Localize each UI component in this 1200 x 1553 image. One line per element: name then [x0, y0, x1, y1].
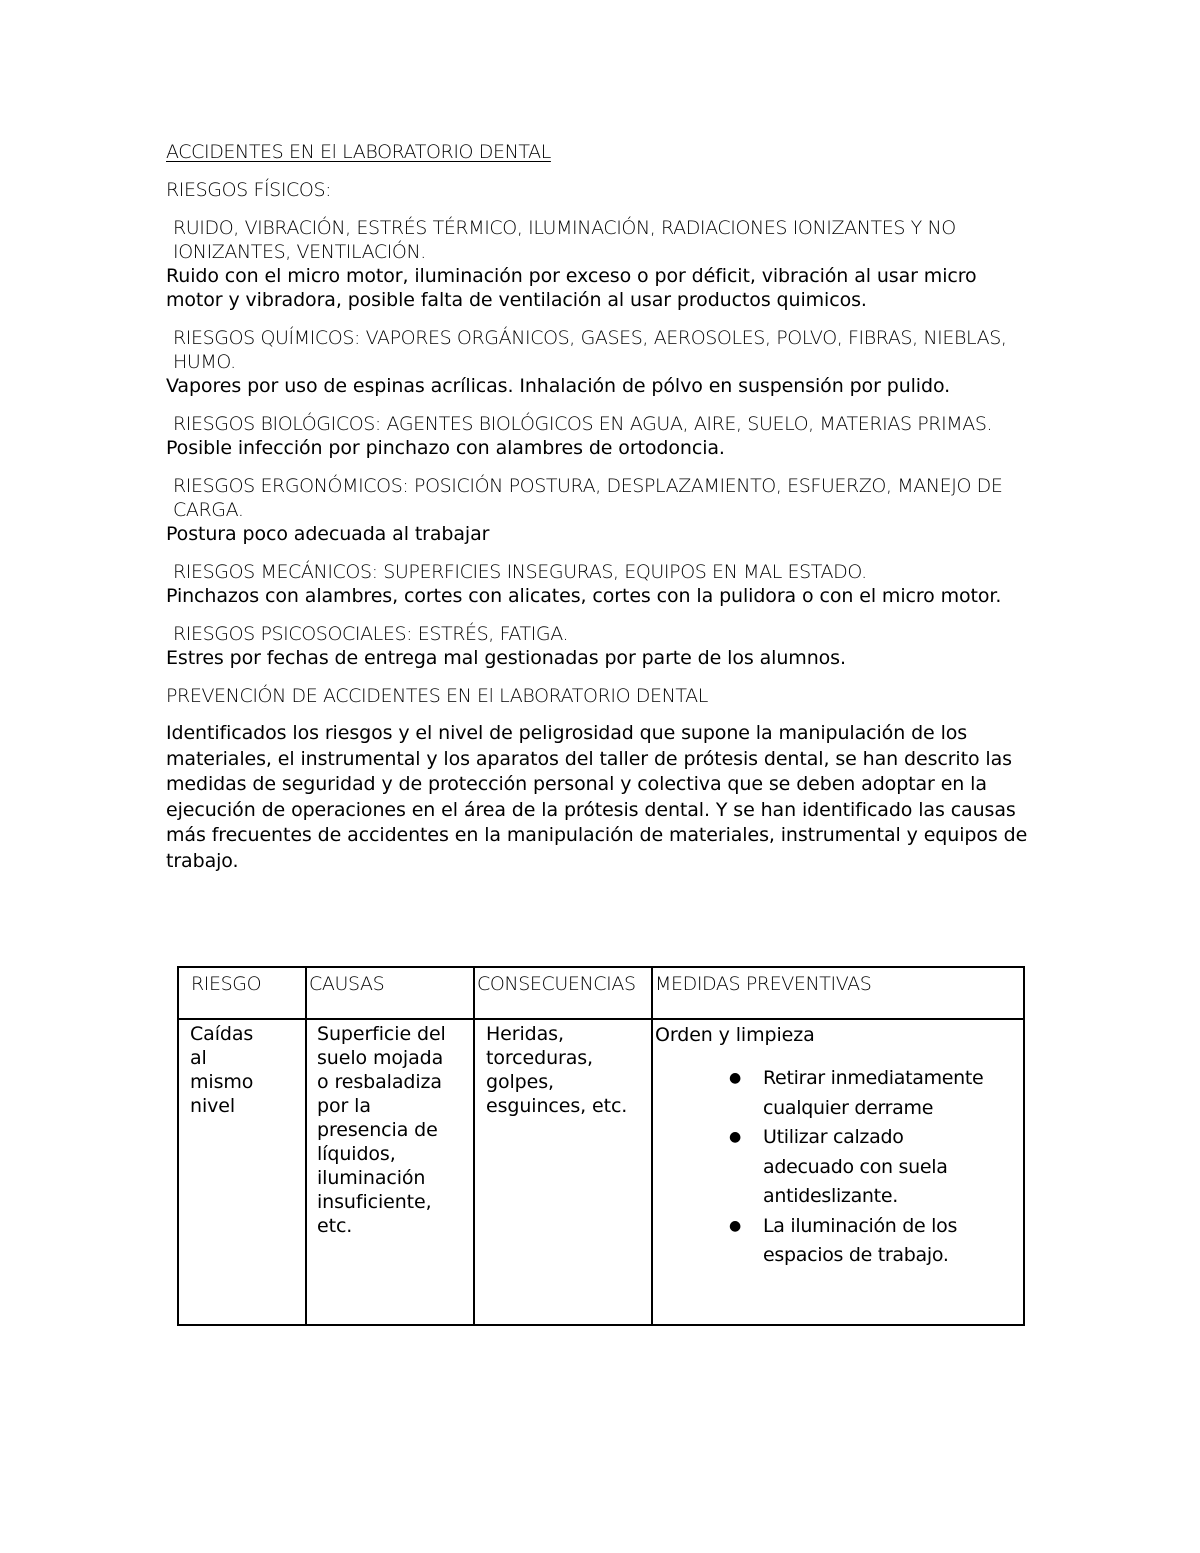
risk-section-chemical [166, 326, 1036, 398]
bullet-icon: ● [729, 1129, 741, 1145]
risk-section-heading: RIESGOS ERGONÓMICOS: POSICIÓN POSTURA, DESPLAZAMIENTO, ESFUERZO, MANEJO DE CARGA. [173, 475, 1003, 521]
risk-section-heading: RIESGOS PSICOSOCIALES: ESTRÉS, FATIGA. [173, 623, 569, 645]
medida-text: Utilizar calzado adecuado con suela antideslizante. [763, 1126, 948, 1207]
header-causas-label: CAUSAS [309, 973, 385, 995]
bullet-icon: ● [729, 1217, 741, 1234]
physical-risks-label: RIESGOS FÍSICOS: [166, 179, 332, 201]
header-cell-medidas [652, 967, 1024, 1019]
header-cell-riesgo [178, 967, 306, 1019]
header-medidas-label: MEDIDAS PREVENTIVAS [655, 973, 872, 995]
risk-section-heading: RIESGOS BIOLÓGICOS: AGENTES BIOLÓGICOS EN AGUA, AIRE, SUELO, MATERIAS PRIMAS. [173, 413, 993, 435]
medida-text: Retirar inmediatamente cualquier derrame [763, 1067, 984, 1119]
list-item [729, 1212, 998, 1271]
risk-section-text: Estres por fechas de entrega mal gestionadas por parte de los alumnos. [166, 647, 846, 669]
risk-section-text: Vapores por uso de espinas acrílicas. Inhalación de pólvo en suspensión por pulido. [166, 375, 951, 397]
risk-section-text: Posible infección por pinchazo con alambres de ortodoncia. [166, 437, 725, 459]
consecuencias-text: Heridas, torceduras, golpes, esguinces, etc. [486, 1023, 628, 1117]
risk-section-heading: RUIDO, VIBRACIÓN, ESTRÉS TÉRMICO, ILUMINACIÓN, RADIACIONES IONIZANTES Y NO IONIZANTES, VENTILACIÓN. [173, 217, 956, 263]
medida-text: La iluminación de los espacios de trabajo. [763, 1214, 958, 1266]
risk-section-physical [166, 216, 1036, 312]
causas-text: Superficie del suelo mojada o resbaladiza por la presencia de líquidos, iluminación insuficiente, etc. [317, 1023, 446, 1237]
document-title: ACCIDENTES EN El LABORATORIO DENTAL [166, 141, 551, 163]
risk-section-psychosocial [166, 622, 1036, 670]
medidas-list [655, 1064, 1017, 1271]
header-cell-causas [306, 967, 474, 1019]
risk-section-ergonomic [166, 474, 1036, 546]
cell-causas [306, 1019, 474, 1325]
header-riesgo-label: RIESGO [191, 973, 262, 995]
cell-medidas [652, 1019, 1024, 1325]
risk-section-biological [166, 412, 1036, 460]
risk-section-mechanical [166, 560, 1036, 608]
risk-table [177, 966, 1025, 1326]
list-item [729, 1064, 998, 1123]
riesgo-text: Caídas al mismo nivel [190, 1023, 254, 1117]
list-item [729, 1123, 998, 1212]
bullet-icon: ● [729, 1070, 741, 1086]
table-row [178, 1019, 1024, 1325]
medidas-title: Orden y limpieza [655, 1024, 815, 1046]
medidas-content [653, 1020, 1023, 1271]
risk-section-text: Ruido con el micro motor, iluminación por exceso o por déficit, vibración al usar micro motor y vibradora, posible falta de ventilación al usar productos quimicos. [166, 265, 977, 311]
prevention-intro: Identificados los riesgos y el nivel de peligrosidad que supone la manipulación de los materiales, el instrumental y los aparatos del taller de prótesis dental, se han descrito las medidas de seguridad y de protección personal y colectiva que se deben adoptar en la ejecución de operaciones en el área de la prótesis dental. Y se han identificado las causas más frecuentes de accidentes en la manipulación de materiales, instrumental y equipos de trabajo. [166, 722, 1028, 872]
cell-riesgo [178, 1019, 306, 1325]
risk-section-heading: RIESGOS QUÍMICOS: VAPORES ORGÁNICOS, GASES, AEROSOLES, POLVO, FIBRAS, NIEBLAS, HUMO. [173, 327, 1007, 373]
document-content [166, 140, 1036, 886]
risk-section-heading: RIESGOS MECÁNICOS: SUPERFICIES INSEGURAS, EQUIPOS EN MAL ESTADO. [173, 561, 867, 583]
risk-section-text: Postura poco adecuada al trabajar [166, 523, 490, 545]
header-cell-consecuencias [474, 967, 652, 1019]
table-header-row [178, 967, 1024, 1019]
header-consecuencias-label: CONSECUENCIAS [477, 973, 636, 995]
prevention-heading: PREVENCIÓN DE ACCIDENTES EN El LABORATORIO DENTAL [166, 685, 708, 707]
cell-consecuencias [474, 1019, 652, 1325]
risk-section-text: Pinchazos con alambres, cortes con alicates, cortes con la pulidora o con el micro motor. [166, 585, 1002, 607]
